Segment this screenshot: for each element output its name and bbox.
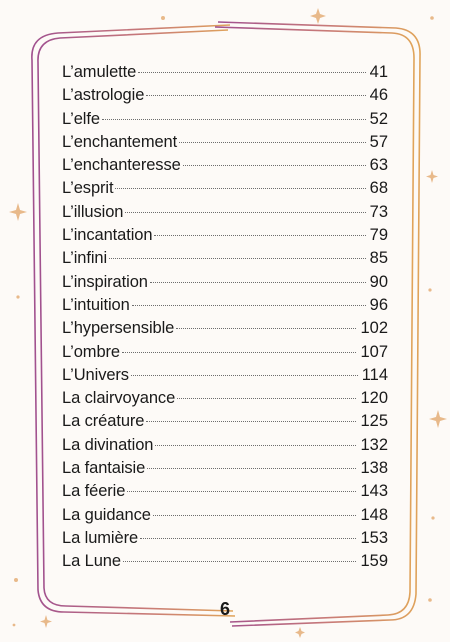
toc-entry-page: 96: [369, 295, 388, 314]
toc-entry-page: 46: [369, 86, 388, 105]
toc-entry-title: L’ombre: [62, 342, 121, 361]
toc-entry[interactable]: [62, 387, 388, 410]
toc-leader-dots: [183, 165, 366, 166]
toc-entry[interactable]: [62, 527, 388, 550]
sparkle-dot-icon: [428, 288, 431, 291]
toc-entry-title: L’hypersensible: [62, 319, 175, 338]
toc-entry-title: L’enchanteresse: [62, 156, 181, 175]
toc-leader-dots: [132, 305, 366, 306]
sparkle-dot-icon: [431, 516, 434, 519]
toc-entry-title: La fantaisie: [62, 459, 146, 478]
toc-entry-title: La guidance: [62, 505, 151, 524]
toc-leader-dots: [146, 421, 356, 422]
toc-leader-dots: [146, 95, 365, 96]
toc-leader-dots: [140, 538, 356, 539]
toc-entry-page: 68: [369, 179, 388, 198]
toc-entry-page: 138: [360, 459, 388, 478]
toc-entry-title: L’intuition: [62, 295, 130, 314]
toc-entry[interactable]: [62, 177, 388, 200]
toc-entry[interactable]: [62, 201, 388, 224]
toc-entry[interactable]: [62, 294, 388, 317]
toc-entry[interactable]: [62, 84, 388, 107]
toc-entry[interactable]: [62, 131, 388, 154]
toc-entry[interactable]: [62, 550, 388, 573]
toc-entry-title: La clairvoyance: [62, 389, 176, 408]
sparkle-dot-icon: [13, 624, 16, 627]
toc-leader-dots: [177, 398, 356, 399]
toc-leader-dots: [153, 515, 357, 516]
toc-entry-page: 125: [360, 412, 388, 431]
sparkle-icon: [9, 203, 27, 221]
table-of-contents: [62, 61, 388, 574]
toc-entry-page: 57: [369, 132, 388, 151]
toc-entry[interactable]: [62, 247, 388, 270]
toc-entry-title: La lumière: [62, 528, 139, 547]
toc-leader-dots: [131, 375, 358, 376]
sparkle-dot-icon: [16, 295, 19, 298]
toc-entry-title: L’incantation: [62, 226, 153, 245]
toc-entry-title: L’astrologie: [62, 86, 145, 105]
toc-entry-title: L’amulette: [62, 63, 137, 81]
toc-entry-title: La divination: [62, 435, 154, 454]
toc-entry[interactable]: [62, 108, 388, 131]
toc-leader-dots: [125, 212, 365, 213]
toc-leader-dots: [155, 445, 356, 446]
toc-entry[interactable]: [62, 224, 388, 247]
toc-entry-page: 148: [360, 505, 388, 524]
toc-entry-title: L’illusion: [62, 202, 124, 221]
toc-entry-title: L’enchantement: [62, 132, 178, 151]
toc-entry-page: 107: [360, 342, 388, 361]
toc-entry-page: 102: [360, 319, 388, 338]
toc-leader-dots: [115, 188, 365, 189]
toc-leader-dots: [179, 142, 366, 143]
toc-leader-dots: [147, 468, 356, 469]
toc-leader-dots: [109, 258, 366, 259]
toc-entry[interactable]: [62, 154, 388, 177]
toc-entry[interactable]: [62, 341, 388, 364]
toc-leader-dots: [123, 561, 357, 562]
toc-entry[interactable]: [62, 457, 388, 480]
toc-leader-dots: [150, 282, 366, 283]
toc-entry[interactable]: [62, 504, 388, 527]
toc-entry-page: 132: [360, 435, 388, 454]
toc-leader-dots: [138, 72, 365, 73]
sparkle-dot-icon: [14, 578, 18, 582]
toc-entry-title: L’inspiration: [62, 272, 148, 291]
toc-entry-title: L’elfe: [62, 109, 100, 128]
toc-entry-title: La féerie: [62, 482, 126, 501]
sparkle-icon: [429, 410, 447, 428]
toc-leader-dots: [102, 119, 366, 120]
toc-entry-page: 73: [369, 202, 388, 221]
toc-entry[interactable]: [62, 480, 388, 503]
sparkle-icon: [426, 170, 438, 183]
toc-entry-title: L’esprit: [62, 179, 114, 198]
toc-entry-page: 63: [369, 156, 388, 175]
toc-entry-page: 79: [369, 226, 388, 245]
toc-entry-page: 159: [360, 552, 388, 571]
toc-entry[interactable]: [62, 364, 388, 387]
toc-entry[interactable]: [62, 271, 388, 294]
toc-leader-dots: [154, 235, 365, 236]
toc-leader-dots: [127, 491, 356, 492]
toc-entry-page: 120: [360, 389, 388, 408]
toc-entry-page: 143: [360, 482, 388, 501]
toc-entry[interactable]: [62, 410, 388, 433]
sparkle-icon: [295, 627, 305, 638]
toc-entry-page: 85: [369, 249, 388, 268]
toc-entry-page: 114: [361, 365, 388, 384]
toc-entry-page: 41: [369, 63, 388, 81]
toc-entry[interactable]: [62, 317, 388, 340]
toc-entry-title: La Lune: [62, 552, 121, 571]
page-number: 6: [219, 599, 230, 619]
toc-entry-page: 52: [369, 109, 388, 128]
toc-entry[interactable]: [62, 61, 388, 84]
sparkle-icon: [310, 8, 326, 24]
toc-entry-page: 153: [360, 528, 388, 547]
toc-entry-title: L’infini: [62, 249, 108, 268]
toc-entry-page: 90: [369, 272, 388, 291]
toc-entry-title: L’Univers: [62, 365, 129, 384]
sparkle-dot-icon: [161, 16, 165, 20]
sparkle-dot-icon: [430, 16, 434, 20]
toc-leader-dots: [176, 328, 356, 329]
toc-entry[interactable]: [62, 434, 388, 457]
toc-entry-title: La créature: [62, 412, 145, 431]
toc-leader-dots: [122, 352, 356, 353]
